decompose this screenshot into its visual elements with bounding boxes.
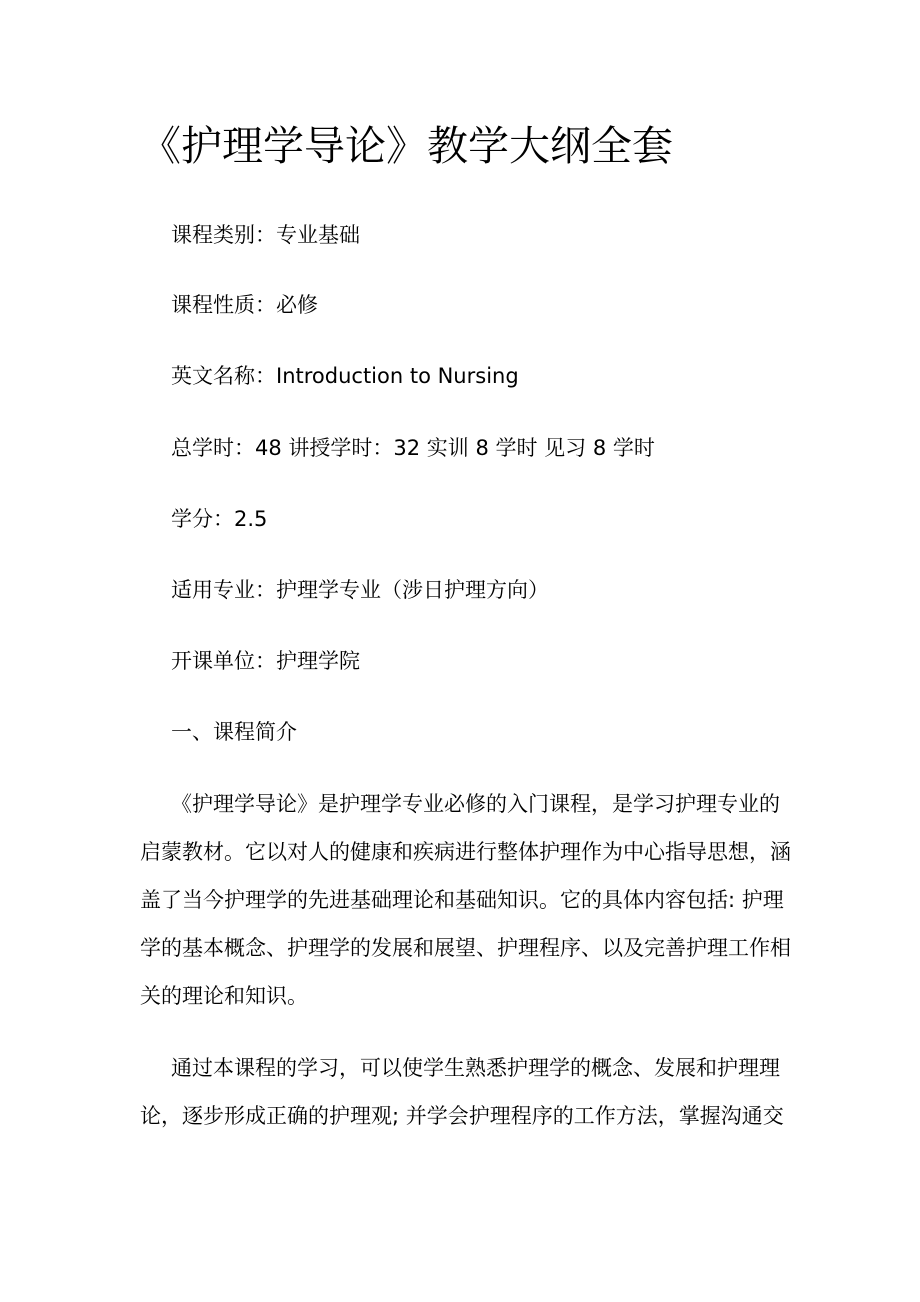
paragraph-line: 论，逐步形成正确的护理观; 并学会护理程序的工作方法，掌握沟通交 — [140, 1104, 784, 1128]
total-hours: 总学时：48 讲授学时：32 实训 8 学时 见习 8 学时 — [171, 436, 655, 460]
paragraph-course-goals — [140, 1044, 782, 1140]
english-name: 英文名称：Introduction to Nursing — [171, 364, 519, 388]
document-title: 《护理学导论》教学大纲全套 — [140, 122, 673, 170]
section-heading-course-intro: 一、课程简介 — [171, 720, 297, 744]
paragraph-line: 通过本课程的学习，可以使学生熟悉护理学的概念、发展和护理理 — [171, 1056, 780, 1080]
paragraph-line: 学的基本概念、护理学的发展和展望、护理程序、以及完善护理工作相 — [140, 936, 791, 960]
offering-unit: 开课单位：护理学院 — [171, 649, 360, 673]
course-category: 课程类别：专业基础 — [171, 223, 360, 247]
applicable-major: 适用专业：护理学专业（涉日护理方向） — [171, 578, 549, 602]
paragraph-line: 启蒙教材。它以对人的健康和疾病进行整体护理作为中心指导思想，涵 — [140, 840, 791, 864]
paragraph-course-intro — [140, 780, 791, 1020]
paragraph-line: 盖了当今护理学的先进基础理论和基础知识。它的具体内容包括: 护理 — [140, 888, 784, 912]
paragraph-line: 《护理学导论》是护理学专业必修的入门课程，是学习护理专业的 — [171, 792, 780, 816]
paragraph-line: 关的理论和知识。 — [140, 984, 308, 1008]
credits: 学分：2.5 — [171, 507, 268, 531]
course-nature: 课程性质：必修 — [171, 293, 318, 317]
